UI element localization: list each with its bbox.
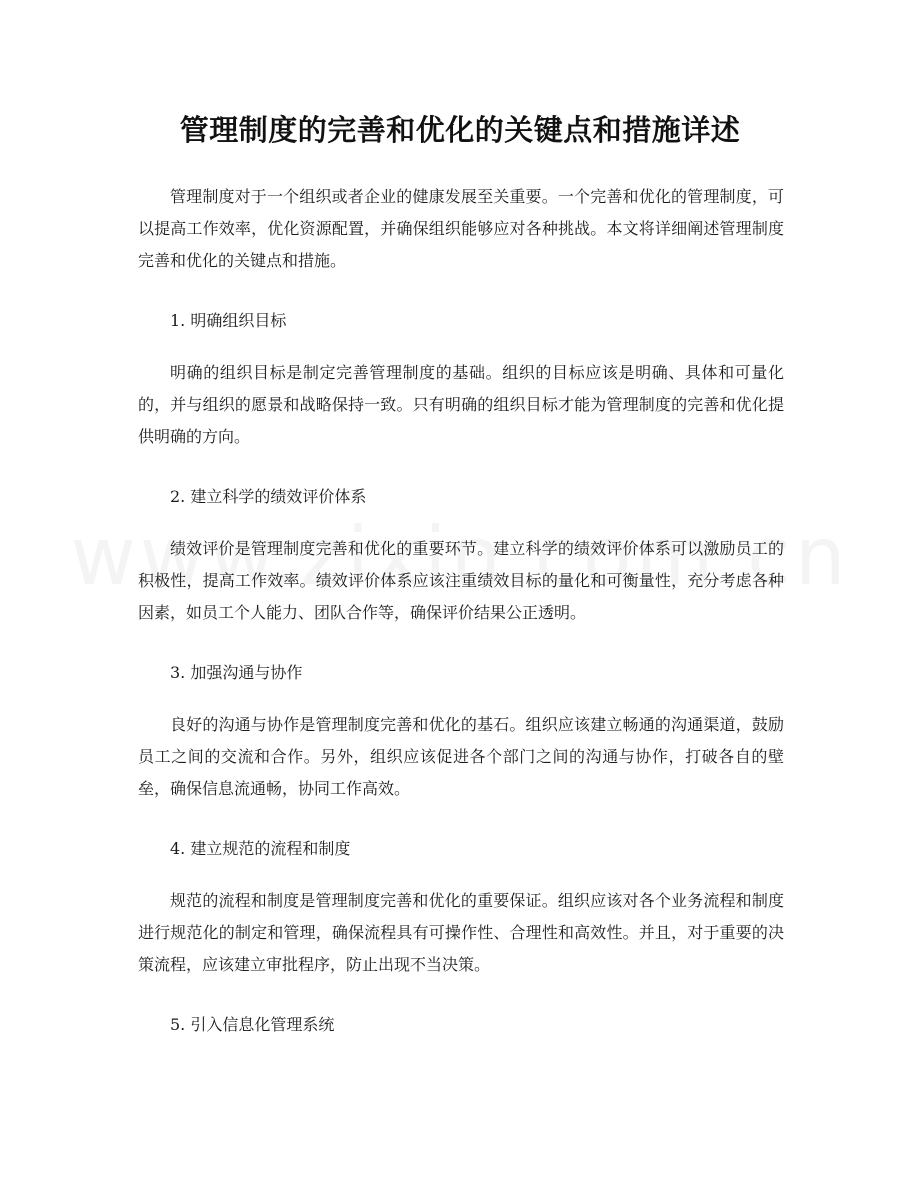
section-heading-4: 4. 建立规范的流程和制度 <box>170 839 351 858</box>
section-heading-1: 1. 明确组织目标 <box>170 311 287 330</box>
section-paragraph-2: 绩效评价是管理制度完善和优化的重要环节。建立科学的绩效评价体系可以激励员工的积极性，提高工作效率。绩效评价体系应该注重绩效目标的量化和可衡量性，充分考虑各种因素，如员工个人能力、团队合作等，确保评价结果公正透明。 <box>138 539 784 622</box>
document-body <box>138 181 784 1061</box>
section-heading-5: 5. 引入信息化管理系统 <box>170 1015 335 1034</box>
intro-paragraph: 管理制度对于一个组织或者企业的健康发展至关重要。一个完善和优化的管理制度，可以提高工作效率，优化资源配置，并确保组织能够应对各种挑战。本文将详细阐述管理制度完善和优化的关键点和措施。 <box>138 187 784 270</box>
section-paragraph-3: 良好的沟通与协作是管理制度完善和优化的基石。组织应该建立畅通的沟通渠道，鼓励员工之间的交流和合作。另外，组织应该促进各个部门之间的沟通与协作，打破各自的壁垒，确保信息流通畅，协同工作高效。 <box>138 715 784 798</box>
section-heading-3: 3. 加强沟通与协作 <box>170 663 303 682</box>
section-heading-2: 2. 建立科学的绩效评价体系 <box>170 487 367 506</box>
section-paragraph-1: 明确的组织目标是制定完善管理制度的基础。组织的目标应该是明确、具体和可量化的，并与组织的愿景和战略保持一致。只有明确的组织目标才能为管理制度的完善和优化提供明确的方向。 <box>138 363 784 446</box>
document-title: 管理制度的完善和优化的关键点和措施详述 <box>179 113 741 147</box>
section-paragraph-4: 规范的流程和制度是管理制度完善和优化的重要保证。组织应该对各个业务流程和制度进行规范化的制定和管理，确保流程具有可操作性、合理性和高效性。并且，对于重要的决策流程，应该建立审批程序，防止出现不当决策。 <box>138 891 784 974</box>
